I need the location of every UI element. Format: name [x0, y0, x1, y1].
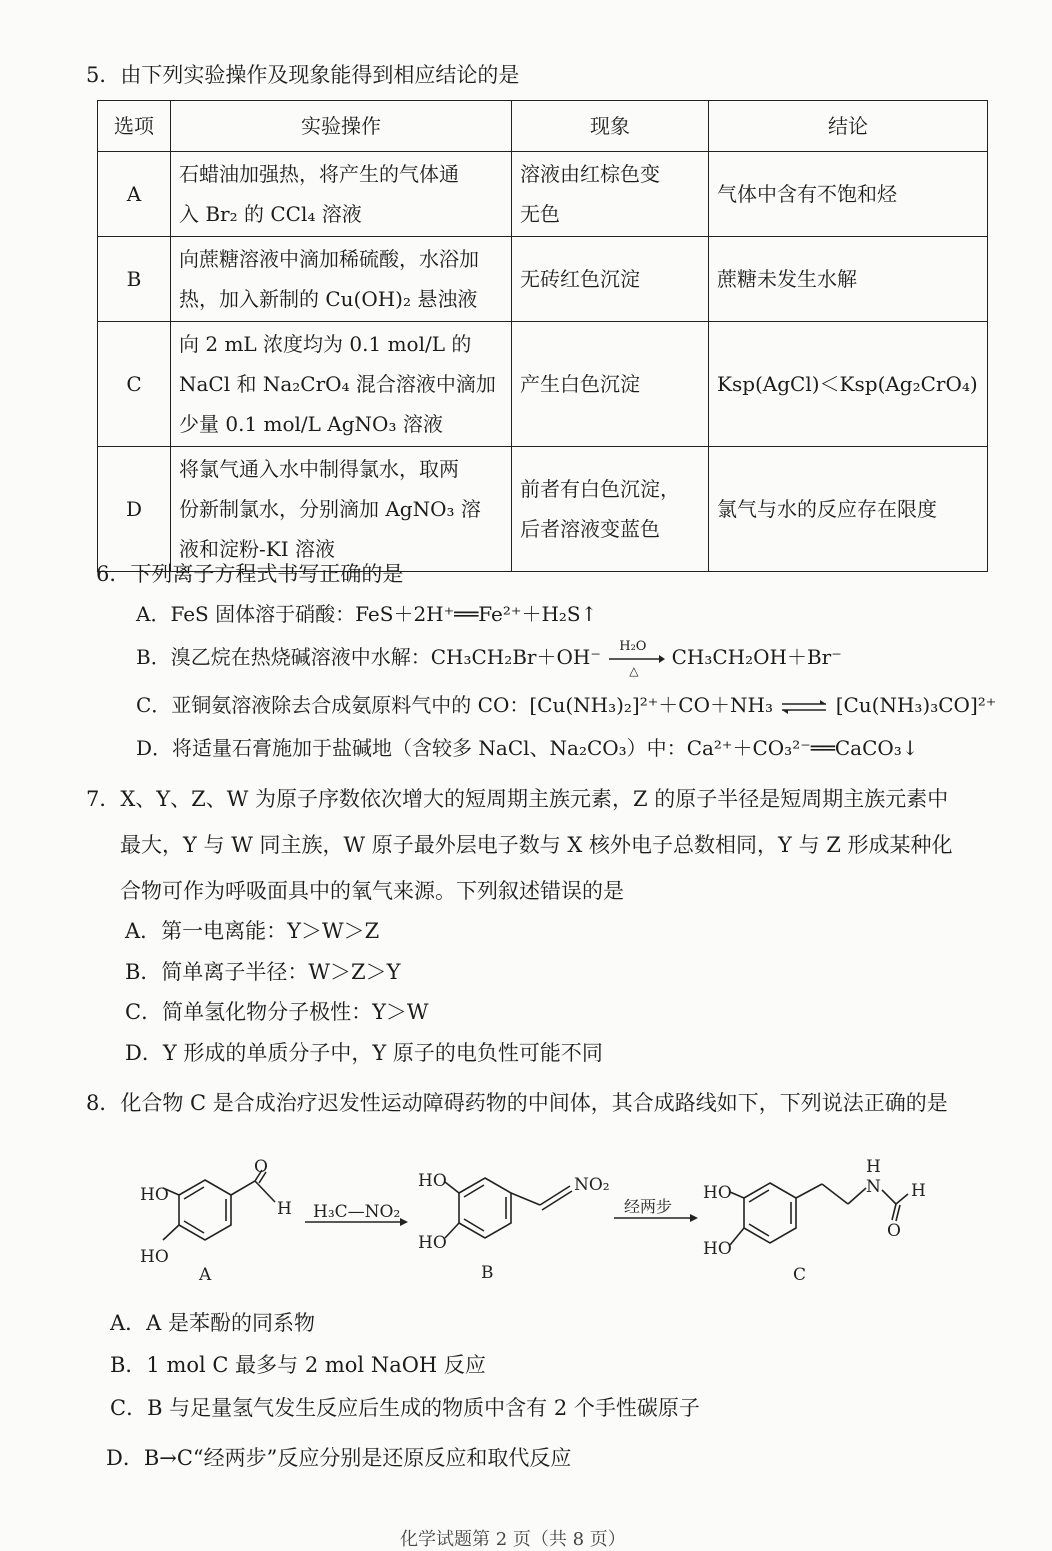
conclusion-cell: 气体中含有不饱和烃: [709, 152, 988, 237]
q7-option-d: D．Y 形成的单质分子中，Y 原子的电负性可能不同: [125, 1041, 603, 1065]
h-label: H: [911, 1181, 926, 1201]
table-row: [98, 237, 988, 322]
operation-cell: 将氯气通入水中制得氯水，取两 份新制氯水，分别滴加 AgNO₃ 溶 液和淀粉-KI 溶液: [171, 447, 512, 572]
q5-table: [97, 100, 988, 572]
q8-option-a: A．A 是苯酚的同系物: [110, 1311, 316, 1335]
option-letter: C: [98, 322, 171, 447]
ho-label: HO: [703, 1239, 732, 1259]
q6-title: 6．下列离子方程式书写正确的是: [96, 562, 404, 586]
conclusion-cell: 蔗糖未发生水解: [709, 237, 988, 322]
q6-option-d: D．将适量石膏施加于盐碱地（含较多 NaCl、Na₂CO₃）中：Ca²⁺＋CO₃²⁻══CaCO₃↓: [136, 736, 919, 760]
table-header: 选项: [98, 101, 171, 152]
operation-cell: 石蜡油加强热，将产生的气体通 入 Br₂ 的 CCl₄ 溶液: [171, 152, 512, 237]
page-footer: 化学试题第 2 页（共 8 页）: [400, 1529, 626, 1550]
ho-label: HO: [703, 1183, 732, 1203]
h-label: H: [866, 1157, 881, 1177]
ho-label: HO: [418, 1171, 447, 1191]
table-row: [98, 322, 988, 447]
ho-label: HO: [140, 1247, 169, 1267]
operation-cell: 向蔗糖溶液中滴加稀硫酸，水浴加 热，加入新制的 Cu(OH)₂ 悬浊液: [171, 237, 512, 322]
q5-title: 5．由下列实验操作及现象能得到相应结论的是: [86, 63, 520, 87]
q7-option-c: C．简单氢化物分子极性：Y＞W: [125, 1000, 429, 1024]
conclusion-cell: Ksp(AgCl)＜Ksp(Ag₂CrO₄): [709, 322, 988, 447]
q7-stem-line-1: 7．X、Y、Z、W 为原子序数依次增大的短周期主族元素，Z 的原子半径是短周期主族元素中: [86, 787, 949, 811]
phenomenon-cell: 溶液由红棕色变 无色: [512, 152, 709, 237]
table-header: 现象: [512, 101, 709, 152]
h-label: H: [277, 1199, 292, 1219]
q7-stem-line-3: 合物可作为呼吸面具中的氧气来源。下列叙述错误的是: [120, 879, 624, 903]
synthesis-scheme: [0, 1150, 1052, 1290]
table-header: 实验操作: [171, 101, 512, 152]
option-letter: A: [98, 152, 171, 237]
table-row: [98, 152, 988, 237]
q6-option-c: C．亚铜氨溶液除去合成氨原料气中的 CO：[Cu(NH₃)₂]²⁺＋CO＋NH₃ [Cu(NH₃)₃CO]²⁺: [136, 693, 997, 717]
table-row: [98, 447, 988, 572]
table-header: 结论: [709, 101, 988, 152]
q6-option-a: A．FeS 固体溶于硝酸：FeS＋2H⁺══Fe²⁺＋H₂S↑: [136, 602, 598, 626]
q7-stem-line-2: 最大，Y 与 W 同主族，W 原子最外层电子数与 X 核外电子总数相同，Y 与 Z 形成某种化: [120, 833, 953, 857]
reagent-2: 经两步: [624, 1197, 673, 1216]
no2-label: NO₂: [574, 1175, 610, 1195]
option-letter: D: [98, 447, 171, 572]
reaction-arrow: H₂O △: [607, 648, 665, 670]
reagent-1: H₃C—NO₂: [313, 1202, 401, 1222]
n-label: N: [866, 1177, 881, 1197]
q6-option-b: B．溴乙烷在热烧碱溶液中水解：CH₃CH₂Br＋OH⁻ H₂O △ CH₃CH₂OH＋Br⁻: [136, 638, 842, 678]
equilibrium-arrow: [779, 698, 829, 716]
conclusion-cell: 氯气与水的反应存在限度: [709, 447, 988, 572]
o-label: O: [254, 1157, 268, 1177]
q8-option-c: C．B 与足量氢气发生反应后生成的物质中含有 2 个手性碳原子: [110, 1396, 700, 1420]
o-label: O: [887, 1221, 901, 1241]
ho-label: HO: [140, 1185, 169, 1205]
table-header-row: [98, 101, 988, 152]
phenomenon-cell: 产生白色沉淀: [512, 322, 709, 447]
option-letter: B: [98, 237, 171, 322]
ho-label: HO: [418, 1233, 447, 1253]
phenomenon-cell: 前者有白色沉淀， 后者溶液变蓝色: [512, 447, 709, 572]
compound-b-label: B: [481, 1263, 494, 1283]
q7-option-b: B．简单离子半径：W＞Z＞Y: [125, 960, 401, 984]
q8-option-b: B．1 mol C 最多与 2 mol NaOH 反应: [110, 1353, 486, 1377]
q7-option-a: A．第一电离能：Y＞W＞Z: [125, 919, 380, 943]
operation-cell: 向 2 mL 浓度均为 0.1 mol/L 的 NaCl 和 Na₂CrO₄ 混合溶液中滴加 少量 0.1 mol/L AgNO₃ 溶液: [171, 322, 512, 447]
q8-title: 8．化合物 C 是合成治疗迟发性运动障碍药物的中间体，其合成路线如下，下列说法正确的是: [86, 1091, 948, 1115]
phenomenon-cell: 无砖红色沉淀: [512, 237, 709, 322]
compound-c-label: C: [793, 1265, 807, 1285]
compound-a-label: A: [199, 1265, 212, 1285]
q8-option-d: D．B→C“经两步”反应分别是还原反应和取代反应: [106, 1446, 572, 1470]
